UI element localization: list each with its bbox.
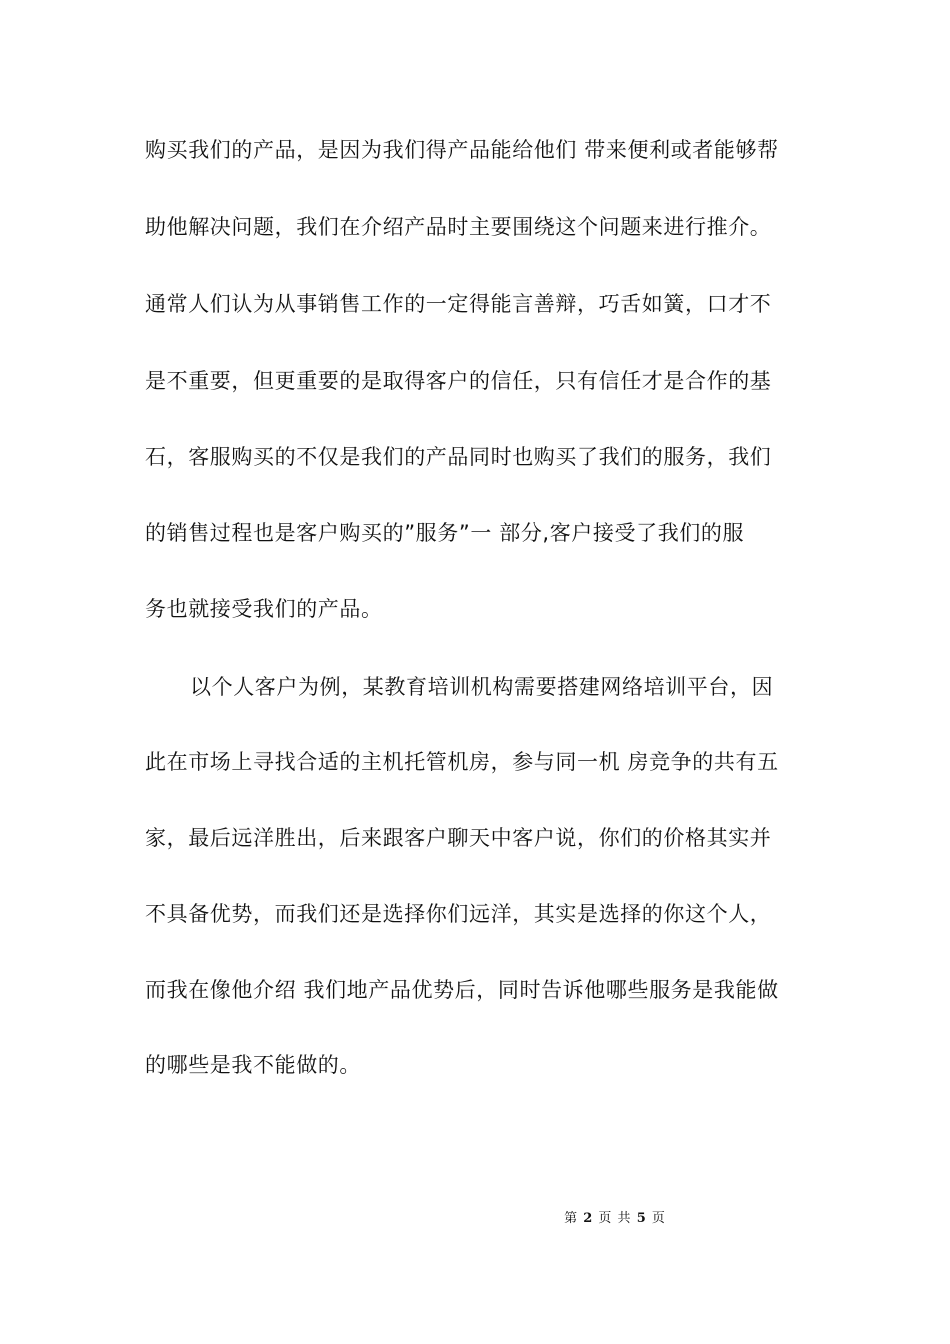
footer-suffix: 页 [651, 1211, 666, 1226]
paragraph-1-line-4: 是不重要，但更重要的是取得客户的信任，只有信任才是合作的基 [145, 369, 772, 393]
paragraph-1-line-7: 务也就接受我们的产品。 [145, 597, 383, 621]
paragraph-2-line-6: 的哪些是我不能做的。 [145, 1053, 361, 1077]
paragraph-2-line-1: 以个人客户为例，某教育培训机构需要搭建网络培训平台，因 [190, 675, 774, 699]
paragraph-2-line-3: 家，最后远洋胜出，后来跟客户聊天中客户说，你们的价格其实并 [145, 826, 772, 850]
page-footer [0, 1207, 950, 1226]
paragraph-1-line-1: 购买我们的产品，是因为我们得产品能给他们 带来便利或者能够帮 [145, 138, 779, 162]
footer-total-pages: 5 [636, 1211, 647, 1226]
paragraph-2-line-5: 而我在像他介绍 我们地产品优势后，同时告诉他哪些服务是我能做 [145, 978, 779, 1002]
paragraph-1-line-6: 的销售过程也是客户购买的”服务”一 部分,客户接受了我们的服 [145, 521, 745, 545]
page-number [564, 1207, 666, 1226]
footer-prefix: 第 [564, 1211, 579, 1226]
paragraph-2-line-2: 此在市场上寻找合适的主机托管机房，参与同一机 房竞争的共有五 [145, 750, 779, 774]
paragraph-2-line-4: 不具备优势，而我们还是选择你们远洋，其实是选择的你这个人， [145, 902, 772, 926]
paragraph-1-line-2: 助他解决问题，我们在介绍产品时主要围绕这个问题来进行推介。 [145, 215, 772, 239]
paragraph-1-line-5: 石，客服购买的不仅是我们的产品同时也购买了我们的服务，我们 [145, 445, 772, 469]
footer-middle: 页 共 [598, 1211, 632, 1226]
footer-current-page: 2 [583, 1211, 594, 1226]
paragraph-1-line-3: 通常人们认为从事销售工作的一定得能言善辩，巧舌如簧，口才不 [145, 292, 772, 316]
